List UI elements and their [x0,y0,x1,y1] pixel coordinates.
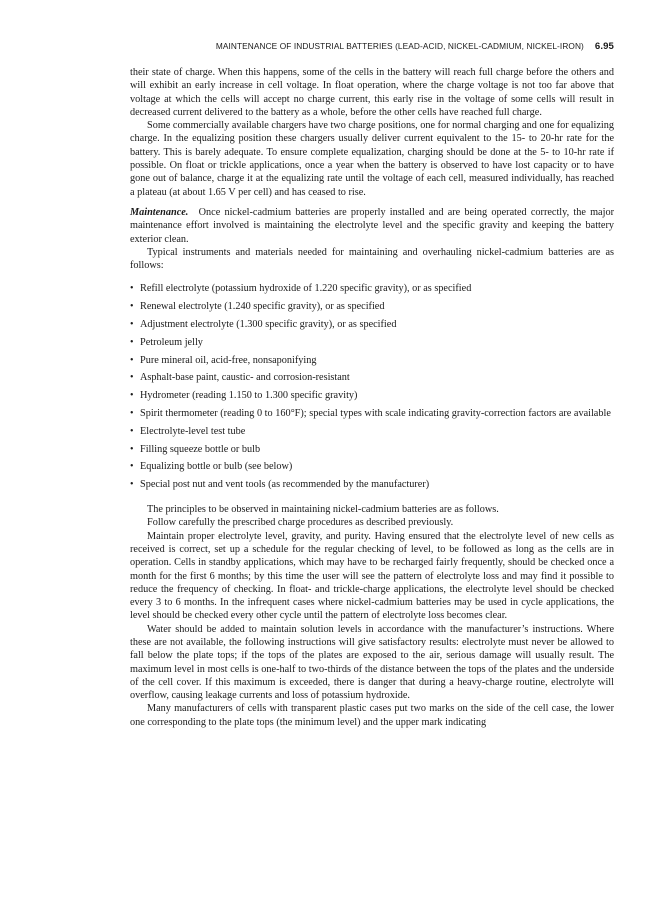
running-title: MAINTENANCE OF INDUSTRIAL BATTERIES (LEAD-ACID, NICKEL-CADMIUM, NICKEL-IRON) [215,41,584,51]
list-item-text: Asphalt-base paint, caustic- and corrosion-resistant [140,372,350,384]
list-item-text: Filling squeeze bottle or bulb [140,443,261,455]
bullet-icon: • [130,425,134,437]
maintenance-text: Once nickel-cadmium batteries are properly installed and are being operated correctly, the major maintenance effort involved is maintaining the electrolyte level and the specific gravity and keeping the battery exterior clean. [130,206,614,245]
list-item [130,389,614,402]
list-item [130,300,614,313]
paragraph-transparent-cases: Many manufacturers of cells with transparent plastic cases put two marks on the side of the cell case, the lower one corresponding to the plate tops (the minimum level) and the upper mark indicating [130,703,614,728]
list-item [130,336,614,349]
list-item-text: Equalizing bottle or bulb (see below) [140,461,293,473]
running-header [130,41,614,52]
section-heading-maintenance: Maintenance. [130,206,189,218]
bullet-icon: • [130,461,134,473]
list-item-text: Refill electrolyte (potassium hydroxide of 1.220 specific gravity), or as specified [140,283,472,295]
list-item [130,425,614,438]
list-item-text: Renewal electrolyte (1.240 specific gravity), or as specified [140,301,385,313]
list-item-text: Petroleum jelly [140,336,203,348]
list-item [130,460,614,473]
spacer [130,199,614,206]
bullet-icon: • [130,301,134,313]
paragraph-principles: The principles to be observed in maintaining nickel-cadmium batteries are as follows. [147,504,499,516]
body-text [130,66,614,729]
list-item-text: Pure mineral oil, acid-free, nonsaponifying [140,354,317,366]
bullet-icon: • [130,443,134,455]
bullet-icon: • [130,354,134,366]
bullet-icon: • [130,479,134,491]
paragraph-maintenance [130,206,614,246]
list-item [130,443,614,456]
list-item [130,407,614,420]
spacer [130,496,614,503]
paragraph-water-addition: Water should be added to maintain solution levels in accordance with the manufacturer’s instructions. Where these are not available, the following instructions will give satisfactory results: electrolyte must never be allowed to fall below the plate tops; if the tops of the plates are exposed to the air, serious damage will usually result. The maximum level in most cells is one-half to two-thirds of the distance between the tops of the plates and the underside of the cell cover. If this maximum is exceeded, there is danger that during a heavy-charge routine, electrolyte will overflow, causing leakage currents and loss of potassium hydroxide. [130,623,614,702]
paragraph-chargers: Some commercially available chargers have two charge positions, one for normal charging and one for equalizing charge. In the equalizing position these chargers usually deliver current equivalent to the 15- to 20-hr rate for the battery. This is barely adequate. To ensure complete equalization, charging should be done at the 5- to 10-hr rate if possible. On float or trickle applications, once a year when the battery is observed to have lost capacity or to have gone out of balance, charge it at the equalizing rate until the voltage of each cell, measured individually, has reached a plateau (at about 1.65 V per cell) and has ceased to rise. [130,120,614,198]
paragraph-tools-intro: Typical instruments and materials needed for maintaining and overhauling nickel-cadmium batteries are as follows: [130,246,614,272]
bullet-icon: • [130,319,134,331]
paragraph-charge-procedures: Follow carefully the prescribed charge procedures as described previously. [147,517,454,529]
list-item-text: Electrolyte-level test tube [140,425,246,437]
list-item [130,318,614,331]
list-item [130,478,614,491]
list-item [130,282,614,295]
paragraph-continued: their state of charge. When this happens, some of the cells in the battery will reach full charge before the others and will exhibit an early increase in cell voltage. In float operation, where the charge voltage is not too far above that voltage at which the cells will accept no charge current, this early rise in the voltage of some cells will result in decreased current delivered to the battery as a whole, before the other cells have reached full charge. [130,67,614,118]
bullet-icon: • [130,408,134,420]
bullet-icon: • [130,372,134,384]
list-item [130,371,614,384]
list-item-text: Spirit thermometer (reading 0 to 160°F); special types with scale indicating gravity-correction factors are available [140,408,611,420]
bullet-icon: • [130,336,134,348]
list-item [130,354,614,367]
page-number: 6.95 [594,41,614,52]
list-item-text: Adjustment electrolyte (1.300 specific gravity), or as specified [140,319,397,331]
bullet-icon: • [130,390,134,402]
list-item-text: Special post nut and vent tools (as recommended by the manufacturer) [140,479,430,491]
list-item-text: Hydrometer (reading 1.150 to 1.300 specific gravity) [140,390,358,402]
spacer [130,272,614,282]
paragraph-electrolyte-level: Maintain proper electrolyte level, gravity, and purity. Having ensured that the electrolyte level of new cells as received is correct, set up a schedule for the regular checking of level, to be followed as long as the cells are in operation. Cells in standby applications, which may have to be recharged fairly frequently, should be checked once a month for the first 6 months; by this time the user will see the pattern of electrolyte loss and may find it possible to reduce the frequency of checking. In float- and trickle-charge applications, the electrolyte level should be checked every 3 to 6 months. In the infrequent cases where nickel-cadmium batteries may be used in cycle applications, the level should be checked every other cycle until the pattern of electrolyte loss becomes clear. [130,530,614,622]
tools-list [130,282,614,491]
bullet-icon: • [130,283,134,295]
